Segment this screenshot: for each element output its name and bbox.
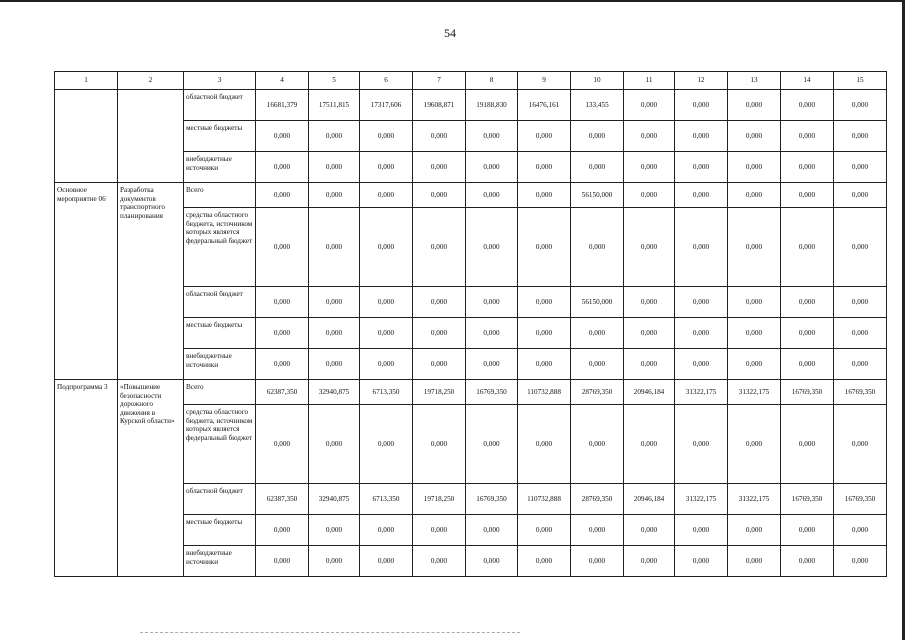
value-cell: 0,000 bbox=[624, 90, 675, 121]
value-cell: 0,000 bbox=[309, 183, 360, 208]
value-cell: 0,000 bbox=[309, 349, 360, 380]
value-cell: 31322,175 bbox=[728, 380, 781, 405]
funding-source-cell: областной бюджет bbox=[184, 287, 256, 318]
program-title-cell: Разработка документов транспортного планирования bbox=[118, 183, 184, 380]
value-cell: 0,000 bbox=[624, 121, 675, 152]
value-cell: 28769,350 bbox=[571, 484, 624, 515]
column-header: 4 bbox=[256, 72, 309, 90]
value-cell: 0,000 bbox=[571, 405, 624, 484]
value-cell: 110732,888 bbox=[518, 380, 571, 405]
value-cell: 6713,350 bbox=[360, 380, 413, 405]
value-cell: 0,000 bbox=[466, 152, 518, 183]
value-cell: 19718,250 bbox=[413, 380, 466, 405]
program-code-cell: Основное мероприятие 06 bbox=[55, 183, 118, 380]
column-header: 7 bbox=[413, 72, 466, 90]
value-cell: 0,000 bbox=[413, 121, 466, 152]
value-cell: 0,000 bbox=[413, 546, 466, 577]
value-cell: 0,000 bbox=[781, 405, 834, 484]
value-cell: 0,000 bbox=[466, 515, 518, 546]
value-cell: 6713,350 bbox=[360, 484, 413, 515]
funding-source-cell: местные бюджеты bbox=[184, 515, 256, 546]
value-cell: 0,000 bbox=[624, 515, 675, 546]
value-cell: 0,000 bbox=[834, 515, 887, 546]
value-cell: 0,000 bbox=[834, 90, 887, 121]
value-cell: 0,000 bbox=[781, 152, 834, 183]
value-cell: 0,000 bbox=[624, 183, 675, 208]
value-cell: 0,000 bbox=[675, 349, 728, 380]
funding-source-cell: внебюджетные источники bbox=[184, 349, 256, 380]
value-cell: 0,000 bbox=[834, 287, 887, 318]
value-cell: 0,000 bbox=[256, 208, 309, 287]
value-cell: 0,000 bbox=[728, 121, 781, 152]
value-cell: 0,000 bbox=[360, 318, 413, 349]
value-cell: 0,000 bbox=[781, 208, 834, 287]
scan-artifact-line bbox=[140, 632, 520, 634]
value-cell: 0,000 bbox=[256, 515, 309, 546]
value-cell: 20946,184 bbox=[624, 380, 675, 405]
column-header: 1 bbox=[55, 72, 118, 90]
value-cell: 0,000 bbox=[781, 183, 834, 208]
value-cell: 0,000 bbox=[256, 121, 309, 152]
value-cell: 0,000 bbox=[518, 349, 571, 380]
value-cell: 0,000 bbox=[256, 546, 309, 577]
value-cell: 0,000 bbox=[571, 208, 624, 287]
value-cell: 31322,175 bbox=[675, 380, 728, 405]
value-cell: 0,000 bbox=[834, 349, 887, 380]
value-cell: 0,000 bbox=[728, 318, 781, 349]
value-cell: 0,000 bbox=[728, 349, 781, 380]
value-cell: 0,000 bbox=[675, 208, 728, 287]
funding-source-cell: внебюджетные источники bbox=[184, 152, 256, 183]
value-cell: 0,000 bbox=[781, 349, 834, 380]
value-cell: 31322,175 bbox=[728, 484, 781, 515]
value-cell: 0,000 bbox=[834, 183, 887, 208]
value-cell: 0,000 bbox=[781, 546, 834, 577]
value-cell: 16769,350 bbox=[781, 484, 834, 515]
value-cell: 110732,888 bbox=[518, 484, 571, 515]
page-number: 54 bbox=[444, 26, 456, 40]
value-cell: 0,000 bbox=[413, 183, 466, 208]
funding-source-cell: областной бюджет bbox=[184, 484, 256, 515]
value-cell: 0,000 bbox=[571, 515, 624, 546]
value-cell: 0,000 bbox=[360, 349, 413, 380]
value-cell: 0,000 bbox=[360, 515, 413, 546]
value-cell: 0,000 bbox=[571, 152, 624, 183]
value-cell: 0,000 bbox=[518, 546, 571, 577]
value-cell: 0,000 bbox=[728, 515, 781, 546]
value-cell: 0,000 bbox=[728, 405, 781, 484]
value-cell: 0,000 bbox=[466, 318, 518, 349]
value-cell: 0,000 bbox=[466, 121, 518, 152]
column-header: 13 bbox=[728, 72, 781, 90]
value-cell: 19718,250 bbox=[413, 484, 466, 515]
value-cell: 0,000 bbox=[571, 121, 624, 152]
table-row bbox=[55, 90, 887, 121]
value-cell: 0,000 bbox=[624, 287, 675, 318]
value-cell: 17511,815 bbox=[309, 90, 360, 121]
column-header: 8 bbox=[466, 72, 518, 90]
table-row bbox=[55, 380, 887, 405]
value-cell: 0,000 bbox=[624, 546, 675, 577]
value-cell: 0,000 bbox=[675, 405, 728, 484]
value-cell: 16769,350 bbox=[781, 380, 834, 405]
value-cell: 0,000 bbox=[466, 546, 518, 577]
value-cell: 62387,350 bbox=[256, 380, 309, 405]
value-cell: 0,000 bbox=[256, 183, 309, 208]
value-cell: 0,000 bbox=[675, 546, 728, 577]
funding-source-cell: внебюджетные источники bbox=[184, 546, 256, 577]
value-cell: 0,000 bbox=[834, 405, 887, 484]
value-cell: 0,000 bbox=[781, 515, 834, 546]
value-cell: 31322,175 bbox=[675, 484, 728, 515]
value-cell: 16769,350 bbox=[834, 484, 887, 515]
value-cell: 0,000 bbox=[624, 152, 675, 183]
value-cell: 19188,830 bbox=[466, 90, 518, 121]
column-header: 6 bbox=[360, 72, 413, 90]
funding-source-cell: Всего bbox=[184, 183, 256, 208]
funding-source-cell: средства областного бюджета, источником которых является федеральный бюджет bbox=[184, 405, 256, 484]
value-cell: 0,000 bbox=[256, 405, 309, 484]
value-cell: 0,000 bbox=[675, 183, 728, 208]
value-cell: 0,000 bbox=[360, 152, 413, 183]
value-cell: 0,000 bbox=[834, 121, 887, 152]
value-cell: 0,000 bbox=[781, 121, 834, 152]
value-cell: 0,000 bbox=[675, 90, 728, 121]
value-cell: 0,000 bbox=[309, 405, 360, 484]
value-cell: 0,000 bbox=[675, 318, 728, 349]
value-cell: 0,000 bbox=[256, 349, 309, 380]
value-cell: 0,000 bbox=[360, 208, 413, 287]
value-cell: 0,000 bbox=[728, 546, 781, 577]
value-cell: 56150,000 bbox=[571, 287, 624, 318]
column-header: 11 bbox=[624, 72, 675, 90]
value-cell: 0,000 bbox=[624, 405, 675, 484]
value-cell: 0,000 bbox=[728, 152, 781, 183]
value-cell: 0,000 bbox=[309, 287, 360, 318]
column-header: 9 bbox=[518, 72, 571, 90]
value-cell: 0,000 bbox=[360, 287, 413, 318]
value-cell: 19608,871 bbox=[413, 90, 466, 121]
program-title-cell bbox=[118, 90, 184, 183]
value-cell: 0,000 bbox=[728, 287, 781, 318]
value-cell: 0,000 bbox=[256, 287, 309, 318]
value-cell: 0,000 bbox=[675, 515, 728, 546]
program-code-cell bbox=[55, 90, 118, 183]
value-cell: 0,000 bbox=[728, 90, 781, 121]
value-cell: 0,000 bbox=[571, 349, 624, 380]
value-cell: 28769,350 bbox=[571, 380, 624, 405]
value-cell: 0,000 bbox=[256, 152, 309, 183]
value-cell: 0,000 bbox=[360, 183, 413, 208]
column-header: 2 bbox=[118, 72, 184, 90]
value-cell: 0,000 bbox=[309, 546, 360, 577]
value-cell: 0,000 bbox=[466, 287, 518, 318]
value-cell: 0,000 bbox=[624, 208, 675, 287]
column-header: 5 bbox=[309, 72, 360, 90]
value-cell: 0,000 bbox=[413, 405, 466, 484]
value-cell: 0,000 bbox=[834, 318, 887, 349]
value-cell: 32940,875 bbox=[309, 484, 360, 515]
value-cell: 0,000 bbox=[518, 121, 571, 152]
value-cell: 56150,000 bbox=[571, 183, 624, 208]
value-cell: 0,000 bbox=[309, 208, 360, 287]
value-cell: 0,000 bbox=[624, 318, 675, 349]
value-cell: 0,000 bbox=[518, 515, 571, 546]
value-cell: 0,000 bbox=[413, 208, 466, 287]
program-title-cell: «Повышение безопасности дорожного движения в Курской области» bbox=[118, 380, 184, 577]
value-cell: 16681,379 bbox=[256, 90, 309, 121]
value-cell: 0,000 bbox=[309, 318, 360, 349]
program-code-cell: Подпрограмма 3 bbox=[55, 380, 118, 577]
column-header: 3 bbox=[184, 72, 256, 90]
value-cell: 0,000 bbox=[360, 546, 413, 577]
value-cell: 0,000 bbox=[518, 405, 571, 484]
value-cell: 0,000 bbox=[309, 121, 360, 152]
value-cell: 0,000 bbox=[309, 152, 360, 183]
budget-table bbox=[54, 71, 887, 577]
value-cell: 0,000 bbox=[781, 90, 834, 121]
value-cell: 16476,161 bbox=[518, 90, 571, 121]
value-cell: 0,000 bbox=[413, 349, 466, 380]
column-number-header-row bbox=[55, 72, 887, 90]
value-cell: 16769,350 bbox=[466, 484, 518, 515]
value-cell: 17317,606 bbox=[360, 90, 413, 121]
value-cell: 0,000 bbox=[624, 349, 675, 380]
value-cell: 0,000 bbox=[728, 183, 781, 208]
value-cell: 0,000 bbox=[728, 208, 781, 287]
value-cell: 0,000 bbox=[834, 546, 887, 577]
value-cell: 0,000 bbox=[360, 405, 413, 484]
value-cell: 133,455 bbox=[571, 90, 624, 121]
value-cell: 0,000 bbox=[413, 287, 466, 318]
funding-source-cell: Всего bbox=[184, 380, 256, 405]
value-cell: 0,000 bbox=[360, 121, 413, 152]
funding-source-cell: средства областного бюджета, источником которых является федеральный бюджет bbox=[184, 208, 256, 287]
column-header: 10 bbox=[571, 72, 624, 90]
value-cell: 0,000 bbox=[571, 318, 624, 349]
value-cell: 0,000 bbox=[518, 208, 571, 287]
value-cell: 62387,350 bbox=[256, 484, 309, 515]
value-cell: 0,000 bbox=[518, 152, 571, 183]
value-cell: 0,000 bbox=[309, 515, 360, 546]
column-header: 14 bbox=[781, 72, 834, 90]
value-cell: 0,000 bbox=[571, 546, 624, 577]
value-cell: 0,000 bbox=[675, 152, 728, 183]
value-cell: 0,000 bbox=[256, 318, 309, 349]
value-cell: 0,000 bbox=[466, 183, 518, 208]
value-cell: 0,000 bbox=[413, 152, 466, 183]
table-row bbox=[55, 183, 887, 208]
value-cell: 0,000 bbox=[466, 349, 518, 380]
value-cell: 0,000 bbox=[413, 515, 466, 546]
value-cell: 0,000 bbox=[518, 287, 571, 318]
value-cell: 0,000 bbox=[466, 405, 518, 484]
value-cell: 0,000 bbox=[518, 318, 571, 349]
funding-source-cell: местные бюджеты bbox=[184, 318, 256, 349]
value-cell: 0,000 bbox=[466, 208, 518, 287]
value-cell: 16769,350 bbox=[834, 380, 887, 405]
column-header: 12 bbox=[675, 72, 728, 90]
value-cell: 0,000 bbox=[518, 183, 571, 208]
scan-frame-top bbox=[0, 0, 905, 2]
value-cell: 0,000 bbox=[834, 208, 887, 287]
value-cell: 0,000 bbox=[675, 287, 728, 318]
column-header: 15 bbox=[834, 72, 887, 90]
funding-source-cell: местные бюджеты bbox=[184, 121, 256, 152]
value-cell: 16769,350 bbox=[466, 380, 518, 405]
value-cell: 0,000 bbox=[781, 318, 834, 349]
funding-source-cell: областной бюджет bbox=[184, 90, 256, 121]
value-cell: 0,000 bbox=[675, 121, 728, 152]
value-cell: 0,000 bbox=[781, 287, 834, 318]
value-cell: 0,000 bbox=[413, 318, 466, 349]
value-cell: 20946,184 bbox=[624, 484, 675, 515]
value-cell: 0,000 bbox=[834, 152, 887, 183]
value-cell: 32940,875 bbox=[309, 380, 360, 405]
